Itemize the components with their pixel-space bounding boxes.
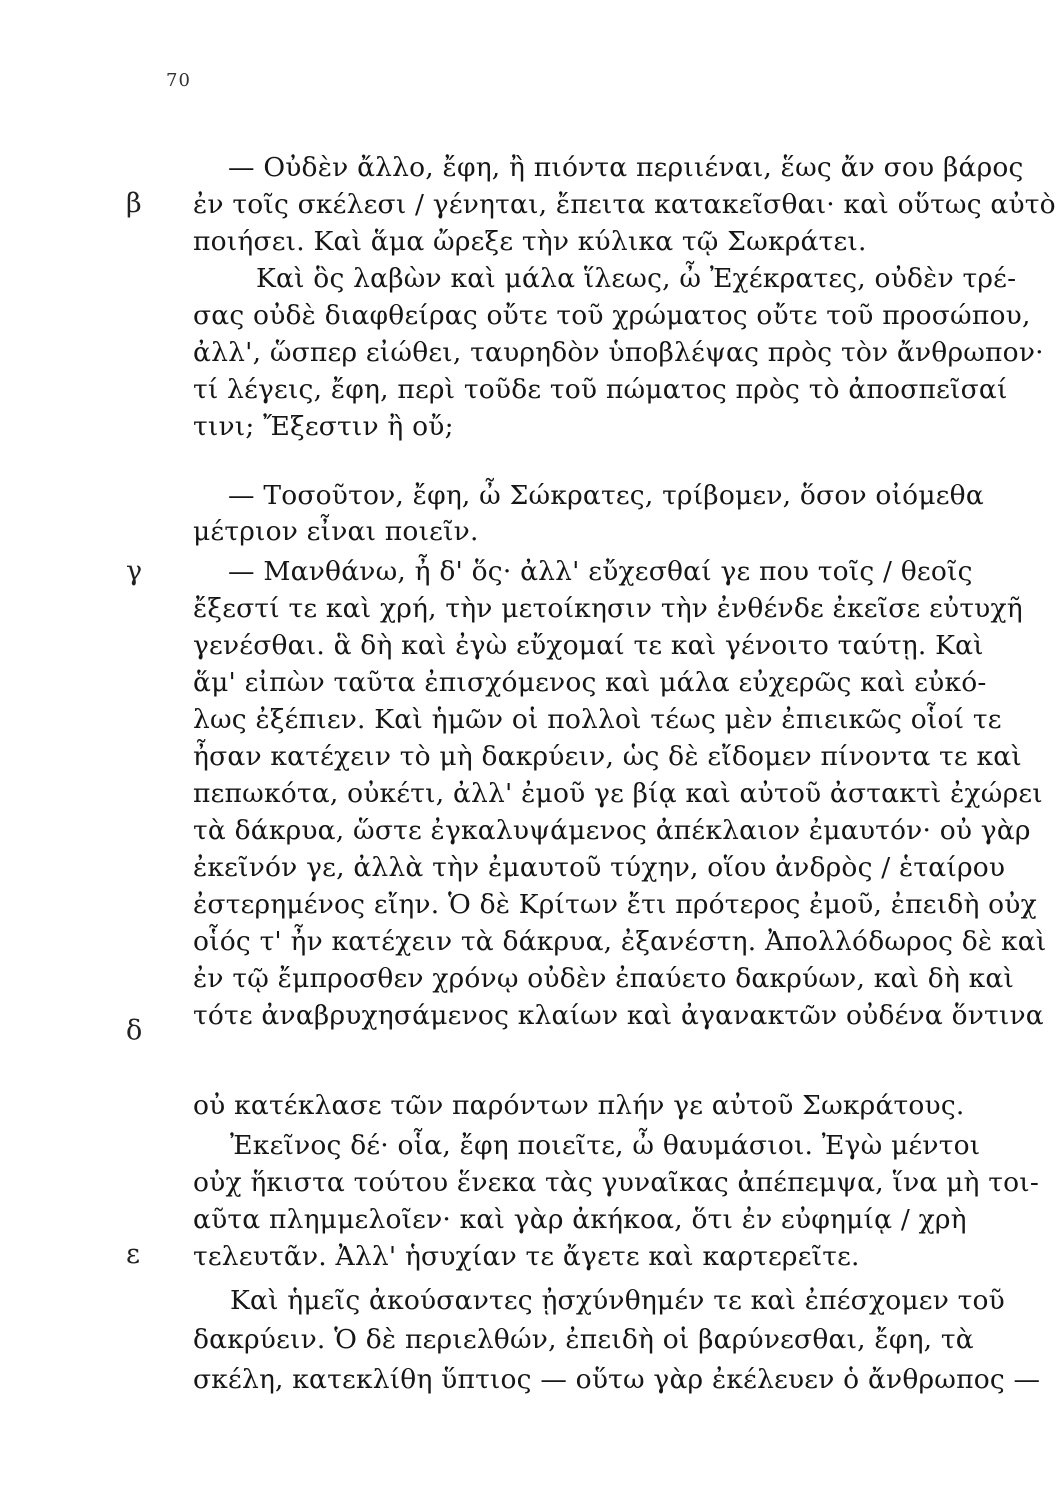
text-line: ἦσαν κατέχειν τὸ μὴ δακρύειν, ὡς δὲ εἴδομεν πίνοντα τε καὶ [193,741,1022,772]
text-line: ἅμ' εἰπὼν ταῦτα ἐπισχόμενος καὶ μάλα εὐχερῶς καὶ εὐκό- [193,667,987,698]
text-line: ἐστερημένος εἴην. Ὁ δὲ Κρίτων ἔτι πρότερος ἐμοῦ, ἐπειδὴ οὐχ [193,889,1037,920]
margin-marker-delta: δ [126,1015,143,1046]
margin-marker-epsilon: ε [126,1239,140,1270]
text-line: οἷός τ' ἦν κατέχειν τὰ δάκρυα, ἐξανέστη. Ἀπολλόδωρος δὲ καὶ [193,926,1047,957]
text-line: — Οὐδὲν ἄλλο, ἔφη, ἢ πιόντα περιιέναι, ἕως ἄν σου βάρος [228,152,1024,183]
text-line: λως ἐξέπιεν. Καὶ ἡμῶν οἱ πολλοὶ τέως μὲν ἐπιεικῶς οἷοί τε [193,704,1002,735]
text-line: αῦτα πλημμελοῖεν· καὶ γὰρ ἀκήκοα, ὅτι ἐν εὐφημίᾳ / χρὴ [193,1204,967,1235]
text-line: — Μανθάνω, ἦ δ' ὅς· ἀλλ' εὔχεσθαί γε που τοῖς / θεοῖς [228,556,973,587]
text-line: τὰ δάκρυα, ὥστε ἐγκαλυψάμενος ἀπέκλαιον ἐμαυτόν· οὐ γὰρ [193,815,1031,846]
text-line: ἐν τοῖς σκέλεσι / γένηται, ἔπειτα κατακεῖσθαι· καὶ οὕτως αὐτὸ [193,189,1056,220]
text-line: δακρύειν. Ὁ δὲ περιελθών, ἐπειδὴ οἱ βαρύνεσθαι, ἔφη, τὰ [193,1324,974,1355]
text-line: Καὶ ὃς λαβὼν καὶ μάλα ἵλεως, ὦ Ἐχέκρατες, οὐδὲν τρέ- [256,263,1017,294]
text-line: τί λέγεις, ἔφη, περὶ τοῦδε τοῦ πώματος πρὸς τὸ ἀποσπεῖσαί [193,374,1008,405]
text-line: γενέσθαι. ἃ δὴ καὶ ἐγὼ εὔχομαί τε καὶ γένοιτο ταύτῃ. Καὶ [193,630,984,661]
page-number: 70 [166,70,191,91]
text-line: Ἐκεῖνος δέ· οἷα, ἔφη ποιεῖτε, ὦ θαυμάσιοι. Ἐγὼ μέντοι [230,1130,981,1161]
text-line: τελευτᾶν. Ἀλλ' ἡσυχίαν τε ἄγετε καὶ καρτερεῖτε. [193,1241,860,1272]
text-line: σκέλη, κατεκλίθη ὕπτιος — οὕτω γὰρ ἐκέλευεν ὁ ἄνθρωπος — [193,1364,1041,1395]
text-line: οὐ κατέκλασε τῶν παρόντων πλήν γε αὐτοῦ Σωκράτους. [193,1090,965,1121]
text-line: σας οὐδὲ διαφθείρας οὔτε τοῦ χρώματος οὔτε τοῦ προσώπου, [193,300,1031,331]
text-line: μέτριον εἶναι ποιεῖν. [193,516,479,547]
text-line: πεπωκότα, οὐκέτι, ἀλλ' ἐμοῦ γε βίᾳ καὶ αὐτοῦ ἀστακτὶ ἐχώρει [193,778,1043,809]
text-line: — Τοσοῦτον, ἔφη, ὦ Σώκρατες, τρίβομεν, ὅσον οἰόμεθα [228,480,984,511]
text-line: Καὶ ἡμεῖς ἀκούσαντες ᾐσχύνθημέν τε καὶ ἐπέσχομεν τοῦ [230,1285,1005,1316]
text-line: ποιήσει. Καὶ ἅμα ὤρεξε τὴν κύλικα τῷ Σωκράτει. [193,226,867,257]
margin-marker-gamma: γ [126,556,143,587]
text-line: ἔξεστί τε καὶ χρή, τὴν μετοίκησιν τὴν ἐνθένδε ἐκεῖσε εὐτυχῆ [193,593,1023,624]
text-line: ἐν τῷ ἔμπροσθεν χρόνῳ οὐδὲν ἐπαύετο δακρύων, καὶ δὴ καὶ [193,963,1015,994]
text-line: τινι; Ἔξεστιν ἢ οὔ; [193,411,454,442]
text-line: τότε ἀναβρυχησάμενος κλαίων καὶ ἀγανακτῶν οὐδένα ὅντινα [193,1000,1044,1031]
text-line: ἀλλ', ὥσπερ εἰώθει, ταυρηδὸν ὑποβλέψας πρὸς τὸν ἄνθρωπον· [193,337,1044,368]
text-line: οὐχ ἥκιστα τούτου ἕνεκα τὰς γυναῖκας ἀπέπεμψα, ἵνα μὴ τοι- [193,1167,1039,1198]
text-line: ἐκεῖνόν γε, ἀλλὰ τὴν ἐμαυτοῦ τύχην, οἵου ἀνδρὸς / ἑταίρου [193,852,1006,883]
margin-marker-beta: β [126,188,142,219]
